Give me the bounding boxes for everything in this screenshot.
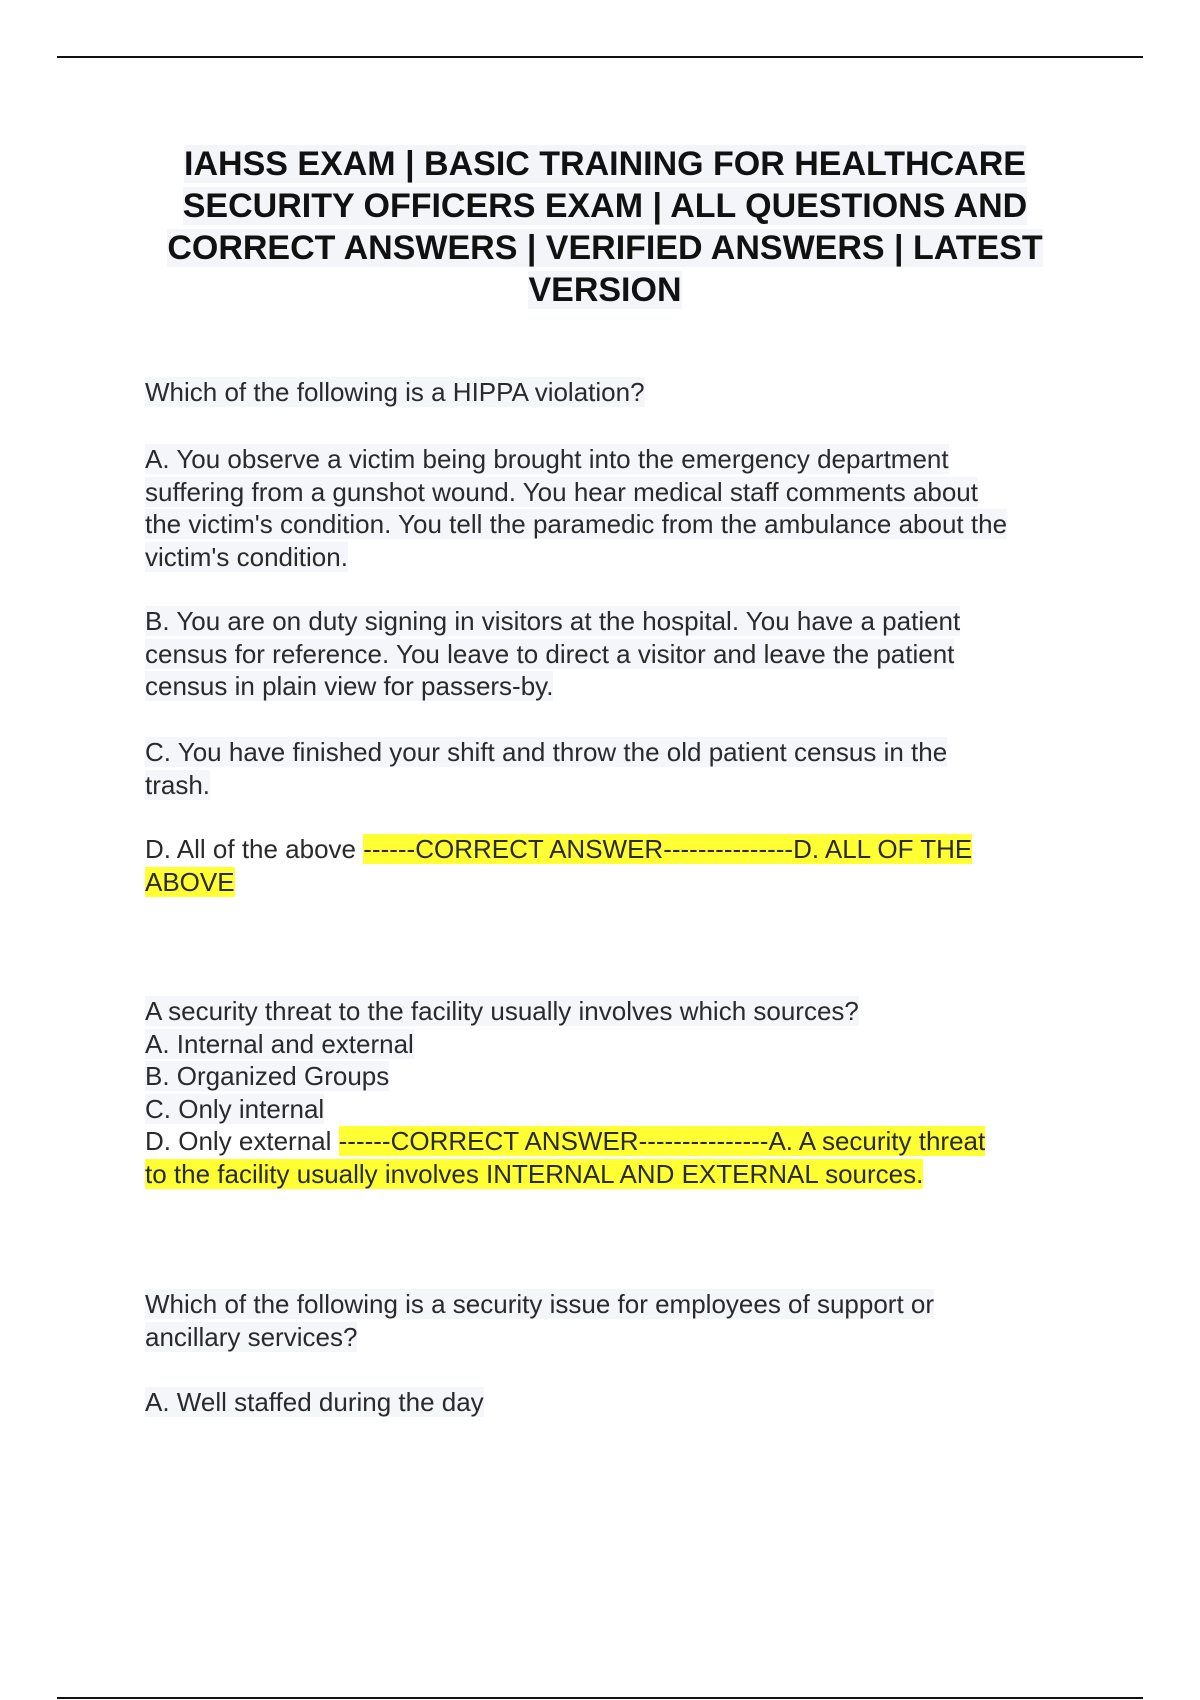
q1-option-b: B. You are on duty signing in visitors at the hospital. You have a patient census for reference. You leave to direct a visitor and leave the patient census in plain view for passers-by. [145, 606, 961, 701]
q3-option-a: A. Well staffed during the day [145, 1387, 484, 1417]
bottom-rule [57, 1697, 1143, 1699]
q1-option-c: C. You have finished your shift and throw the old patient census in the trash. [145, 737, 948, 800]
top-rule [57, 56, 1143, 58]
title-line: CORRECT ANSWERS | VERIFIED ANSWERS | LATEST [167, 229, 1043, 267]
correct-answer-highlight: to the facility usually involves INTERNAL AND EXTERNAL sources. [145, 1158, 924, 1189]
q2-question: A security threat to the facility usually involves which sources? [145, 996, 859, 1026]
document-title [130, 143, 1080, 311]
q3-question: Which of the following is a security issue for employees of support or ancillary services? [145, 1289, 935, 1352]
q2-block [145, 995, 1095, 1190]
title-line: SECURITY OFFICERS EXAM | ALL QUESTIONS AND [182, 187, 1028, 225]
option-d-text: D. All of the above [145, 834, 357, 864]
correct-answer-highlight: ABOVE [145, 866, 235, 897]
title-line: VERSION [528, 271, 682, 309]
q2-option-c: C. Only internal [145, 1093, 325, 1124]
q1-question: Which of the following is a HIPPA violation? [145, 377, 645, 407]
correct-answer-highlight: ------CORRECT ANSWER---------------D. ALL OF THE [363, 834, 973, 864]
q2-option-b: B. Organized Groups [145, 1061, 390, 1091]
q2-option-d: D. Only external [145, 1126, 332, 1156]
q1-option-d [145, 833, 1095, 898]
correct-answer-highlight: ------CORRECT ANSWER---------------A. A security threat [338, 1126, 986, 1156]
q2-option-a: A. Internal and external [145, 1028, 414, 1059]
q1-option-a: A. You observe a victim being brought into the emergency department suffering from a gunshot wound. You hear medical staff comments about the victim's condition. You tell the paramedic from the ambulance about the victim's condition. [145, 444, 1008, 572]
title-line: IAHSS EXAM | BASIC TRAINING FOR HEALTHCARE [184, 145, 1026, 183]
